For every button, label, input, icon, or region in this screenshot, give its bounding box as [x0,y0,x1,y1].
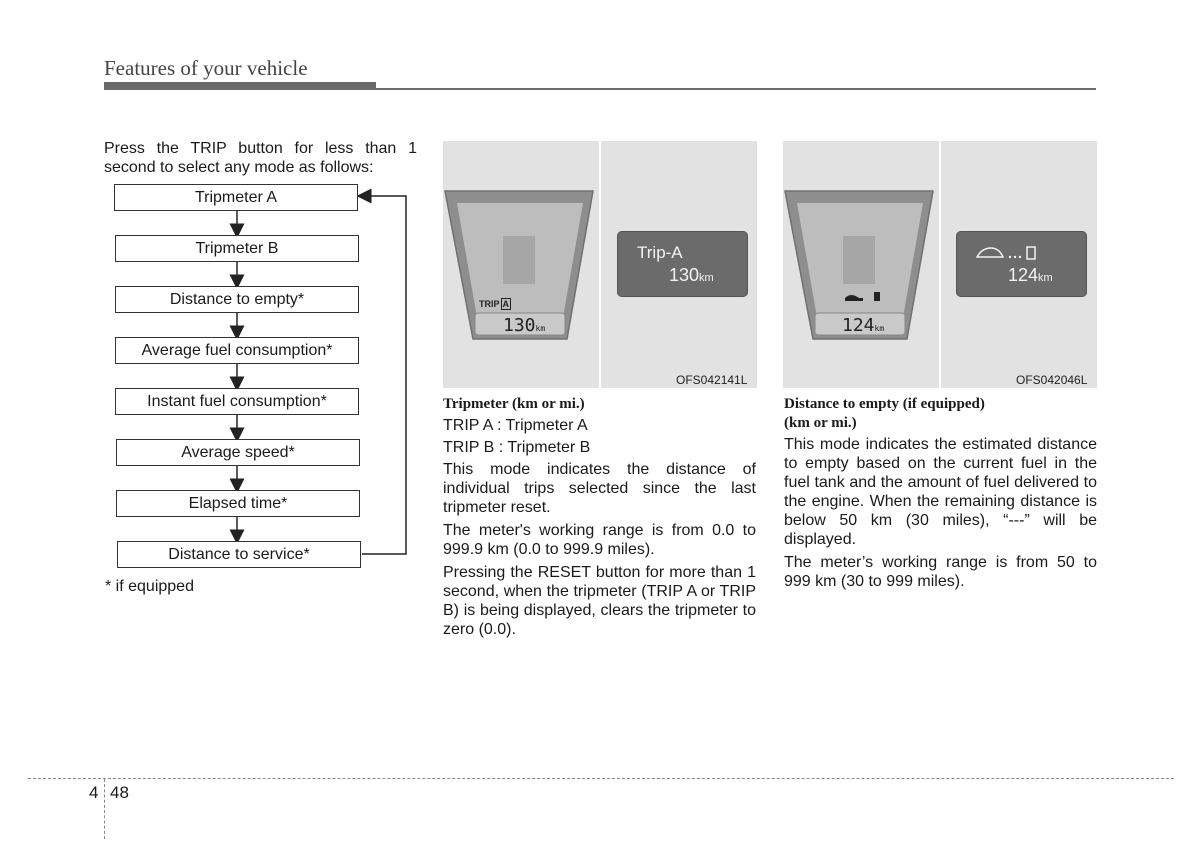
lcd-dte-display [956,231,1087,297]
trip-para-1: This mode indicates the distance of individual trips selected since the last tripmeter reset. [443,461,756,516]
section-distance-to-empty [784,395,1097,595]
cluster-illustration-trip [443,141,599,388]
lcd-trip-display [617,231,748,297]
section-tripmeter-title: Tripmeter (km or mi.) [443,396,585,412]
figure-code-trip: OFS042141L [676,373,748,387]
cluster-trip-label: TRIP A [479,299,510,309]
page-number: 48 [110,783,129,802]
figure-divider [599,141,601,388]
flow-box-average-fuel: Average fuel consumption* [115,337,359,364]
section-tripmeter [443,395,756,643]
intro-text: Press the TRIP button for less than 1 second to select any mode as follows: [104,140,417,176]
lcd-dte-value: 124km [1008,265,1053,285]
trip-b-line: TRIP B : Tripmeter B [443,439,591,456]
flow-box-instant-fuel: Instant fuel consumption* [115,388,359,415]
trip-a-line: TRIP A : Tripmeter A [443,417,588,434]
page-header-title: Features of your vehicle [104,56,308,80]
figure-divider-2 [939,141,941,388]
chapter-number: 4 [89,783,99,802]
flow-box-tripmeter-a: Tripmeter A [114,184,358,211]
trip-para-2: The meter's working range is from 0.0 to 999.9 km (0.0 to 999.9 miles). [443,522,756,558]
lcd-trip-label: Trip-A [637,243,683,262]
cluster-dte-value: 124km [842,315,885,336]
flow-box-average-speed: Average speed* [116,439,360,466]
trip-para-3: Pressing the RESET button for more than 1 second, when the tripmeter (TRIP A or TRIP B) is being displayed, clears the tripmeter to zero (0.0). [443,564,756,638]
flow-box-distance-to-service: Distance to service* [117,541,361,568]
section-dte-title-1: Distance to empty (if equipped) [784,396,985,412]
car-fuel-icon [974,245,1044,261]
flow-box-distance-to-empty: Distance to empty* [115,286,359,313]
fuel-pump-icon [874,292,880,301]
footer-dashed-divider [104,779,105,839]
footer-dashed-rule [28,778,1174,779]
flow-loop-back-arrow [362,196,406,554]
flow-box-tripmeter-b: Tripmeter B [115,235,359,262]
dte-para-2: The meter’s working range is from 50 to 999 km (30 to 999 miles). [784,554,1097,590]
lcd-trip-value: 130km [669,265,714,285]
footnote: * if equipped [105,578,194,595]
flow-box-elapsed-time: Elapsed time* [116,490,360,517]
figure-code-dte: OFS042046L [1016,373,1088,387]
section-dte-title-2: (km or mi.) [784,415,857,431]
dte-para-1: This mode indicates the estimated distance to empty based on the current fuel in the fuel tank and the amount of fuel delivered to the engine. When the remaining distance is below 50 km (30 miles), “---” will be displayed. [784,436,1097,548]
cluster-illustration-dte [783,141,939,388]
cluster-trip-value: 130km [503,315,546,336]
